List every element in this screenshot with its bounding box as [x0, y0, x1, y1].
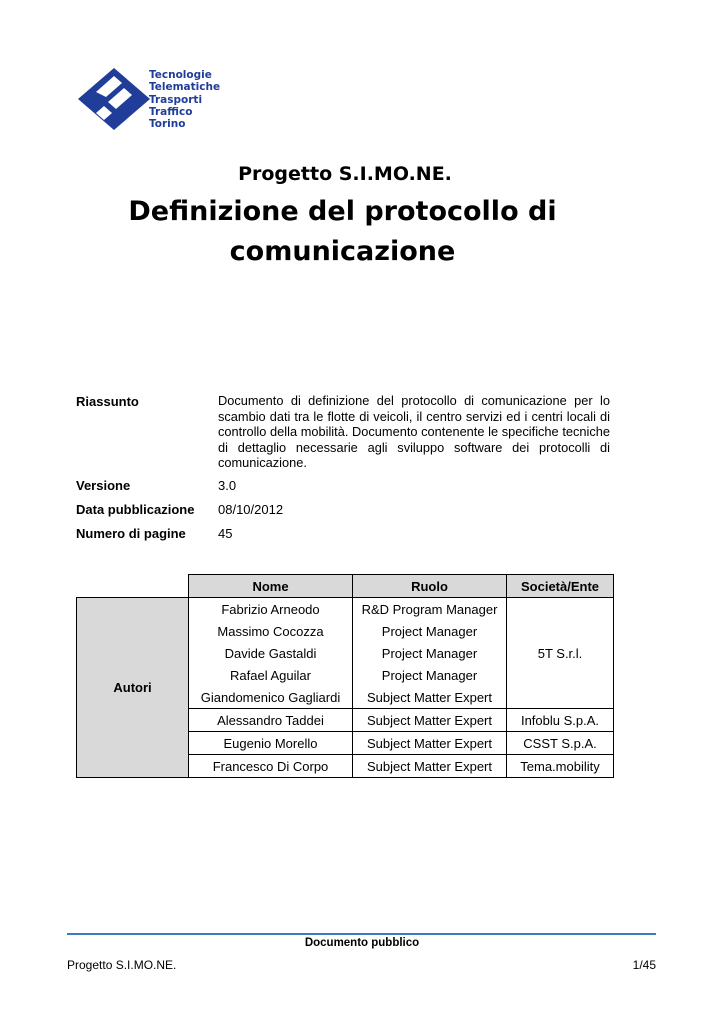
author-company: Infoblu S.p.A.	[507, 709, 614, 732]
logo-line: Tecnologie	[149, 69, 212, 81]
logo-line: Torino	[149, 118, 186, 131]
author-company: 5T S.r.l.	[507, 598, 614, 709]
project-name: Progetto S.I.MO.NE.	[238, 163, 452, 185]
author-name: Davide Gastaldi	[189, 642, 353, 664]
abstract-text: Documento di definizione del protocollo di comunicazione per lo scambio dati tra le flotte di veicoli, il centro servizi ed i centri locali di controllo della mobilità. Documento contenente le specifiche tecniche di dettaglio necessarie agli sviluppo software dei protocolli di comunicazione.	[218, 393, 610, 470]
date-label: Data pubblicazione	[76, 502, 195, 517]
author-name: Alessandro Taddei	[189, 709, 353, 732]
logo-line: Telematiche	[149, 81, 221, 94]
header-societa: Società/Ente	[507, 575, 614, 598]
5t-logo	[74, 66, 154, 132]
table-header-row	[77, 575, 614, 598]
date-value: 08/10/2012	[218, 502, 284, 517]
title-line-2: comunicazione	[229, 236, 456, 267]
logo-wordmark	[149, 69, 220, 130]
authors-group-label: Autori	[77, 598, 189, 778]
footer-classification: Documento pubblico	[304, 937, 420, 949]
author-name: Rafael Aguilar	[189, 664, 353, 686]
footer-divider	[67, 933, 656, 935]
title-line-1: Definizione del protocollo di	[128, 196, 557, 227]
author-role: Subject Matter Expert	[353, 732, 507, 755]
logo-line: Traffico	[149, 105, 193, 118]
author-company: CSST S.p.A.	[507, 732, 614, 755]
pages-value: 45	[218, 526, 233, 541]
author-role: Project Manager	[353, 620, 507, 642]
author-role: R&D Program Manager	[353, 598, 507, 621]
author-role: Subject Matter Expert	[353, 709, 507, 732]
author-role: Subject Matter Expert	[353, 755, 507, 778]
author-name: Fabrizio Arneodo	[189, 598, 353, 621]
page-number: 1/45	[632, 958, 656, 972]
authors-table	[76, 574, 614, 778]
pages-label: Numero di pagine	[76, 526, 186, 541]
header-ruolo: Ruolo	[353, 575, 507, 598]
footer-project: Progetto S.I.MO.NE.	[67, 958, 177, 972]
author-name: Giandomenico Gagliardi	[189, 686, 353, 709]
author-role: Subject Matter Expert	[353, 686, 507, 709]
author-name: Francesco Di Corpo	[189, 755, 353, 778]
author-name: Eugenio Morello	[189, 732, 353, 755]
author-role: Project Manager	[353, 664, 507, 686]
logo-line: Trasporti	[149, 93, 203, 106]
author-company: Tema.mobility	[507, 755, 614, 778]
author-role: Project Manager	[353, 642, 507, 664]
header-nome: Nome	[189, 575, 353, 598]
document-title	[0, 192, 685, 272]
abstract-label: Riassunto	[76, 394, 139, 409]
version-value: 3.0	[218, 478, 237, 493]
version-label: Versione	[76, 478, 131, 493]
author-name: Massimo Cocozza	[189, 620, 353, 642]
table-row	[77, 598, 614, 621]
